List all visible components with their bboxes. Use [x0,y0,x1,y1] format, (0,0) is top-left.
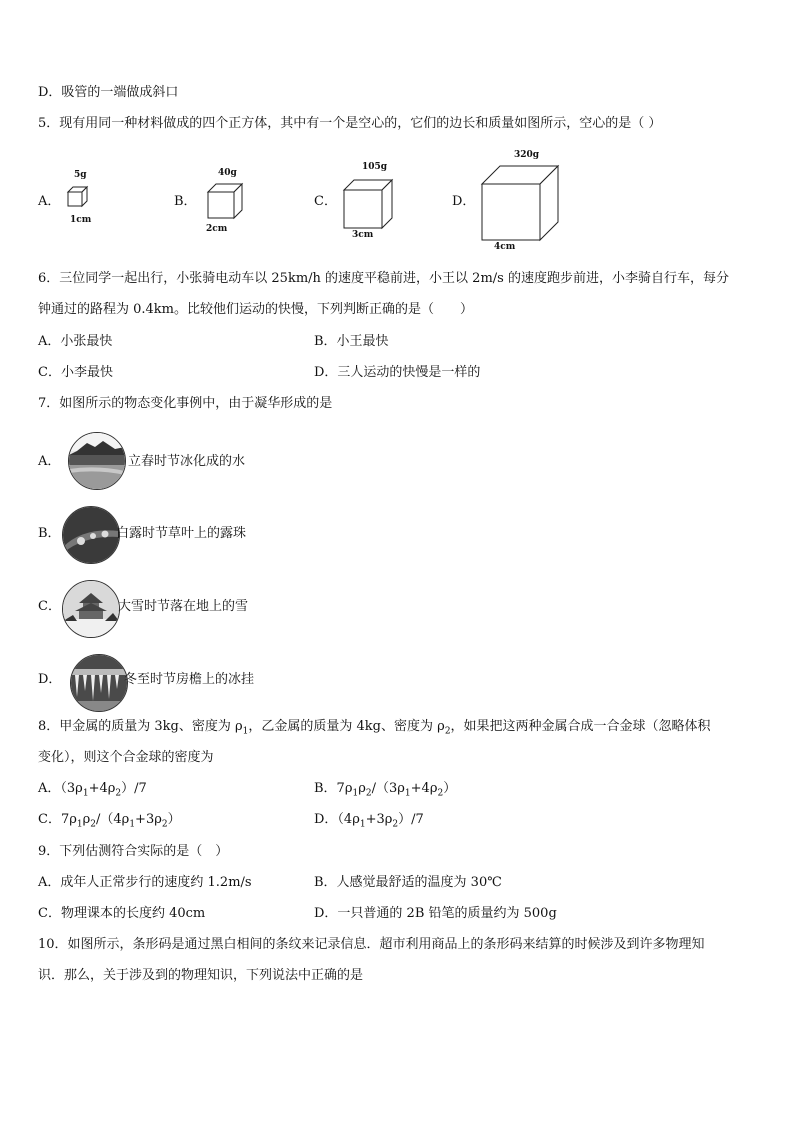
q8-a-mid: +4 [88,781,108,796]
q5-option-a-label: A． [38,194,61,209]
q8-d-post: ）/7 [398,812,424,827]
q9-option-b: B．人感觉最舒适的温度为 30℃ [314,875,502,890]
q8-option-a [38,780,147,803]
ice-melting-icon [69,433,125,489]
q6-option-d: D．三人运动的快慢是一样的 [314,365,481,380]
q5-cube-c-edge: 3cm [352,230,374,240]
subscript-2: 2 [392,819,399,830]
q8-stem-line2: 变化），则这个合金球的密度为 [38,750,214,765]
cube-c-icon [340,174,400,238]
dewdrop-icon [63,507,119,563]
q6-option-a: A．小张最快 [38,334,113,349]
q5-option-d-label: D． [452,194,476,209]
subscript-1: 1 [129,819,136,830]
rho-symbol: ρ [384,812,393,827]
ice-melting-photo [68,432,126,490]
q7-option-c-label: C． [38,599,61,614]
q9-option-c: C．物理课本的长度约 40cm [38,906,206,921]
rho-symbol: ρ [437,719,445,734]
subscript-2: 2 [437,788,444,799]
subscript-1: 1 [76,819,83,830]
dewdrop-photo [62,506,120,564]
subscript-1: 1 [359,819,366,830]
rho-symbol: ρ [429,781,438,796]
q5-option-b-label: B． [174,194,197,209]
q5-cube-d-mass: 320g [514,150,540,160]
q5-cube-a-mass: 5g [74,170,87,180]
q8-option-b [314,780,456,803]
q7-option-a-caption: 立春时节冰化成的水 [128,454,246,469]
cube-a-icon [64,184,94,214]
q10-stem-line1: 10．如图所示，条形码是通过黑白相间的条纹来记录信息．超市利用商品上的条形码来结算的时候涉及到许多物理知 [38,937,705,952]
rho-symbol: ρ [75,781,83,796]
snow-temple-icon [63,581,119,637]
q4-option-d: D．吸管的一端做成斜口 [38,85,179,100]
subscript-2: 2 [90,819,96,830]
subscript-1: 1 [242,726,249,737]
q6-option-c: C．小李最快 [38,365,113,380]
q8-c-slash: /（4 [96,812,122,827]
rho-symbol: ρ [235,719,243,734]
q8-b-slash: /（3 [371,781,398,796]
q6-option-b: B．小王最快 [314,334,389,349]
q7-option-d-caption: 冬至时节房檐上的冰挂 [124,672,255,687]
q7-option-d-label: D． [38,672,62,687]
q7-option-a-label: A． [38,454,61,469]
q7-option-b-label: B． [38,526,61,541]
q9-stem: 9．下列估测符合实际的是（ ） [38,844,229,859]
rho-symbol: ρ [82,812,91,827]
subscript-1: 1 [352,788,359,799]
q8-c-post: ） [167,812,181,827]
q5-cube-b-edge: 2cm [206,224,228,234]
q7-stem: 7．如图所示的物态变化事例中，由于凝华形成的是 [38,396,333,411]
q8-b-mid: +4 [410,781,430,796]
subscript-2: 2 [444,726,451,737]
q8-stem-part-c: ，如果把这两种金属合成一合金球（忽略体积 [450,719,711,734]
rho-symbol: ρ [344,781,353,796]
icicle-photo [70,654,128,712]
q9-option-d: D．一只普通的 2B 铅笔的质量约为 500g [314,906,557,921]
rho-symbol: ρ [352,812,360,827]
cube-b-icon [204,180,250,226]
q9-option-a: A．成年人正常步行的速度约 1.2m/s [38,875,252,890]
q5-cube-c-mass: 105g [362,162,388,172]
q8-d-mid: +3 [365,812,385,827]
q8-stem-part-b: ，乙金属的质量为 4kg、密度为 [248,719,438,734]
subscript-2: 2 [365,788,372,799]
q5-option-c-label: C． [314,194,337,209]
q5-cube-a-edge: 1cm [70,215,92,225]
q8-b-pre: B．7 [314,781,345,796]
q8-c-pre: C．7 [38,812,70,827]
q8-stem-line1 [38,718,711,741]
q6-stem-line1: 6．三位同学一起出行，小张骑电动车以 25km/h 的速度平稳前进，小王以 2m/s 的速度跑步前进，小李骑自行车，每分 [38,271,729,286]
subscript-2: 2 [115,788,122,799]
q8-option-c [38,811,181,834]
q8-option-d [314,811,424,834]
q5-cube-d-edge: 4cm [494,242,516,252]
subscript-1: 1 [82,788,89,799]
rho-symbol: ρ [69,812,77,827]
subscript-2: 2 [161,819,168,830]
q7-option-c-caption: 大雪时节落在地上的雪 [118,599,249,614]
q7-option-b-caption: 白露时节草叶上的露珠 [116,526,247,541]
snow-temple-photo [62,580,120,638]
q10-stem-line2: 识．那么，关于涉及到的物理知识，下列说法中正确的是 [38,968,364,983]
rho-symbol: ρ [121,812,130,827]
q8-b-post: ） [443,781,457,796]
q8-stem-part-a: 8．甲金属的质量为 3kg、密度为 [38,719,236,734]
q8-d-pre: D．（4 [314,812,353,827]
rho-symbol: ρ [358,781,366,796]
q8-a-pre: A．（3 [38,781,76,796]
q6-stem-line2: 钟通过的路程为 0.4km。比较他们运动的快慢，下列判断正确的是（ ） [38,302,474,317]
rho-symbol: ρ [154,812,162,827]
rho-symbol: ρ [107,781,116,796]
q8-c-mid: +3 [135,812,155,827]
q5-cube-b-mass: 40g [218,168,237,178]
q5-stem: 5．现有用同一种材料做成的四个正方体，其中有一个是空心的，它们的边长和质量如图所示，空心的是（ ） [38,116,662,131]
rho-symbol: ρ [397,781,405,796]
subscript-1: 1 [404,788,411,799]
icicle-icon [71,655,127,711]
cube-d-icon [478,160,564,246]
q8-a-post: ）/7 [121,781,147,796]
